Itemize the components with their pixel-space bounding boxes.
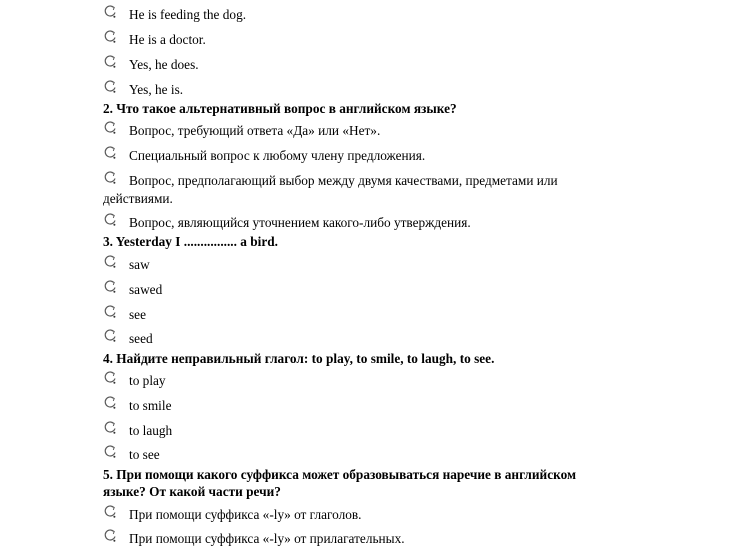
radio-button-icon[interactable] — [103, 255, 117, 269]
q1-option-3[interactable] — [0, 55, 754, 75]
option-label[interactable]: to play — [129, 373, 166, 388]
option-label[interactable]: Вопрос, требующий ответа «Да» или «Нет». — [129, 123, 381, 138]
option-label[interactable]: saw — [129, 257, 150, 272]
option-label[interactable]: При помощи суффикса «-ly» от глаголов. — [129, 507, 362, 522]
option-label[interactable]: Yes, he is. — [129, 82, 184, 97]
question-5-title-continuation: языке? От какой части речи? — [103, 484, 281, 499]
radio-button-icon[interactable] — [103, 329, 117, 343]
option-label[interactable]: see — [129, 307, 146, 322]
q4-option-3[interactable] — [0, 421, 754, 441]
q2-option-1[interactable] — [0, 121, 754, 141]
option-label[interactable]: to see — [129, 447, 160, 462]
radio-button-icon[interactable] — [103, 30, 117, 44]
q5-option-2[interactable] — [0, 529, 754, 549]
radio-button-icon[interactable] — [103, 529, 117, 543]
q3-option-3[interactable] — [0, 305, 754, 325]
q2-option-3[interactable] — [0, 171, 754, 191]
q2-option-4[interactable] — [0, 213, 754, 233]
q3-option-4[interactable] — [0, 329, 754, 349]
q3-option-2[interactable] — [0, 280, 754, 300]
q5-option-1[interactable] — [0, 505, 754, 525]
q4-option-4[interactable] — [0, 445, 754, 465]
radio-button-icon[interactable] — [103, 505, 117, 519]
question-4-title: 4. Найдите неправильный глагол: to play, to smile, to laugh, to see. — [103, 351, 495, 366]
q4-option-2[interactable] — [0, 396, 754, 416]
option-label[interactable]: Yes, he does. — [129, 57, 199, 72]
radio-button-icon[interactable] — [103, 396, 117, 410]
option-label[interactable]: to laugh — [129, 423, 173, 438]
q2-option-2[interactable] — [0, 146, 754, 166]
option-label[interactable]: He is feeding the dog. — [129, 7, 247, 22]
option-label-continuation: действиями. — [103, 191, 173, 206]
option-label[interactable]: to smile — [129, 398, 172, 413]
option-label[interactable]: Вопрос, предполагающий выбор между двумя качествами, предметами или — [129, 173, 558, 188]
option-label[interactable]: При помощи суффикса «-ly» от прилагательных. — [129, 531, 405, 546]
radio-button-icon[interactable] — [103, 146, 117, 160]
radio-button-icon[interactable] — [103, 421, 117, 435]
q4-option-1[interactable] — [0, 371, 754, 391]
radio-button-icon[interactable] — [103, 171, 117, 185]
option-label[interactable]: Вопрос, являющийся уточнением какого-либо утверждения. — [129, 215, 471, 230]
q1-option-2[interactable] — [0, 30, 754, 50]
q1-option-4[interactable] — [0, 80, 754, 100]
radio-button-icon[interactable] — [103, 80, 117, 94]
q1-option-1[interactable] — [0, 5, 754, 25]
radio-button-icon[interactable] — [103, 55, 117, 69]
radio-button-icon[interactable] — [103, 121, 117, 135]
q3-option-1[interactable] — [0, 255, 754, 275]
question-2-title: 2. Что такое альтернативный вопрос в английском языке? — [103, 101, 457, 116]
option-label[interactable]: He is a doctor. — [129, 32, 206, 47]
question-3-title: 3. Yesterday I ................ a bird. — [103, 234, 278, 249]
radio-button-icon[interactable] — [103, 305, 117, 319]
option-label[interactable]: Специальный вопрос к любому члену предложения. — [129, 148, 426, 163]
option-label[interactable]: sawed — [129, 282, 163, 297]
radio-button-icon[interactable] — [103, 5, 117, 19]
question-5-title: 5. При помощи какого суффикса может образовываться наречие в английском — [103, 467, 577, 482]
radio-button-icon[interactable] — [103, 371, 117, 385]
radio-button-icon[interactable] — [103, 445, 117, 459]
option-label[interactable]: seed — [129, 331, 153, 346]
radio-button-icon[interactable] — [103, 213, 117, 227]
radio-button-icon[interactable] — [103, 280, 117, 294]
